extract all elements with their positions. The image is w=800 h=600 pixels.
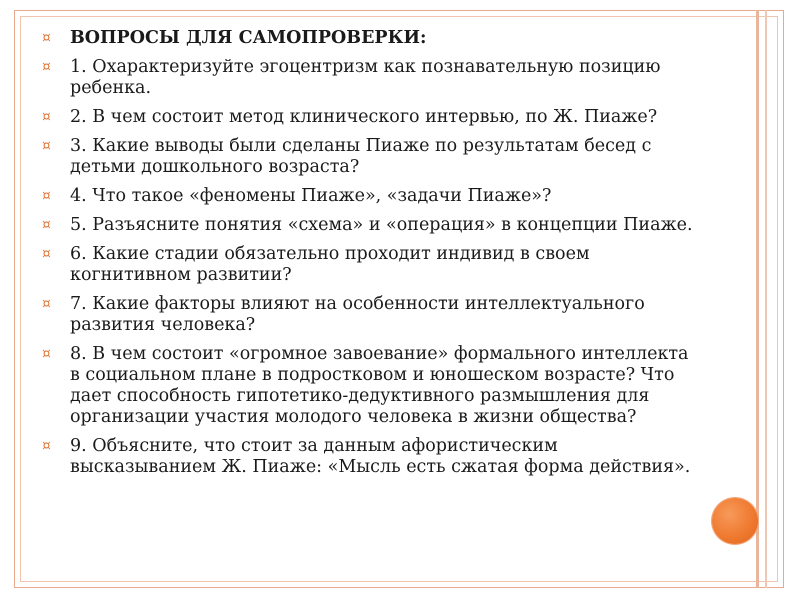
questions-list [42, 28, 702, 486]
question-text: 1. Охарактеризуйте эгоцентризм как познавательную позицию ребенка. [70, 57, 661, 98]
list-item [42, 186, 702, 207]
decorative-vertical-line-thin [765, 10, 767, 588]
question-text: 9. Объясните, что стоит за данным афористическим высказыванием Ж. Пиаже: «Мысль есть сжатая форма действия». [70, 436, 691, 477]
list-item [42, 244, 702, 286]
bullet-icon: ¤ [42, 138, 51, 154]
bullet-icon: ¤ [42, 296, 51, 312]
question-text: 8. В чем состоит «огромное завоевание» формального интеллекта в социальном плане в подростковом и юношеском возрасте? Что дает способность гипотетико-дедуктивного размышления для организации участия молодого человека в жизни общества? [70, 344, 689, 427]
question-text: 3. Какие выводы были сделаны Пиаже по результатам бесед с детьми дошкольного возраста? [70, 136, 652, 177]
page-title: ВОПРОСЫ ДЛЯ САМОПРОВЕРКИ: [70, 28, 427, 48]
bullet-icon: ¤ [42, 438, 51, 454]
bullet-icon: ¤ [42, 109, 51, 125]
list-item [42, 57, 702, 99]
bullet-icon: ¤ [42, 217, 51, 233]
bullet-icon: ¤ [42, 346, 51, 362]
question-text: 7. Какие факторы влияют на особенности интеллектуального развития человека? [70, 294, 645, 335]
question-text: 6. Какие стадии обязательно проходит индивид в своем когнитивном развитии? [70, 244, 590, 285]
list-heading [42, 28, 702, 49]
question-text: 5. Разъясните понятия «схема» и «операция» в концепции Пиаже. [70, 215, 693, 235]
bullet-icon: ¤ [42, 188, 51, 204]
list-item [42, 436, 702, 478]
bullet-icon: ¤ [42, 246, 51, 262]
bullet-icon: ¤ [42, 30, 51, 46]
list-item [42, 344, 702, 428]
list-item [42, 136, 702, 178]
list-item [42, 294, 702, 336]
question-text: 2. В чем состоит метод клинического интервью, по Ж. Пиаже? [70, 107, 658, 127]
list-item [42, 215, 702, 236]
orange-circle-decoration [712, 498, 758, 544]
bullet-icon: ¤ [42, 59, 51, 75]
decorative-vertical-line [756, 10, 759, 588]
question-text: 4. Что такое «феномены Пиаже», «задачи Пиаже»? [70, 186, 552, 206]
list-item [42, 107, 702, 128]
